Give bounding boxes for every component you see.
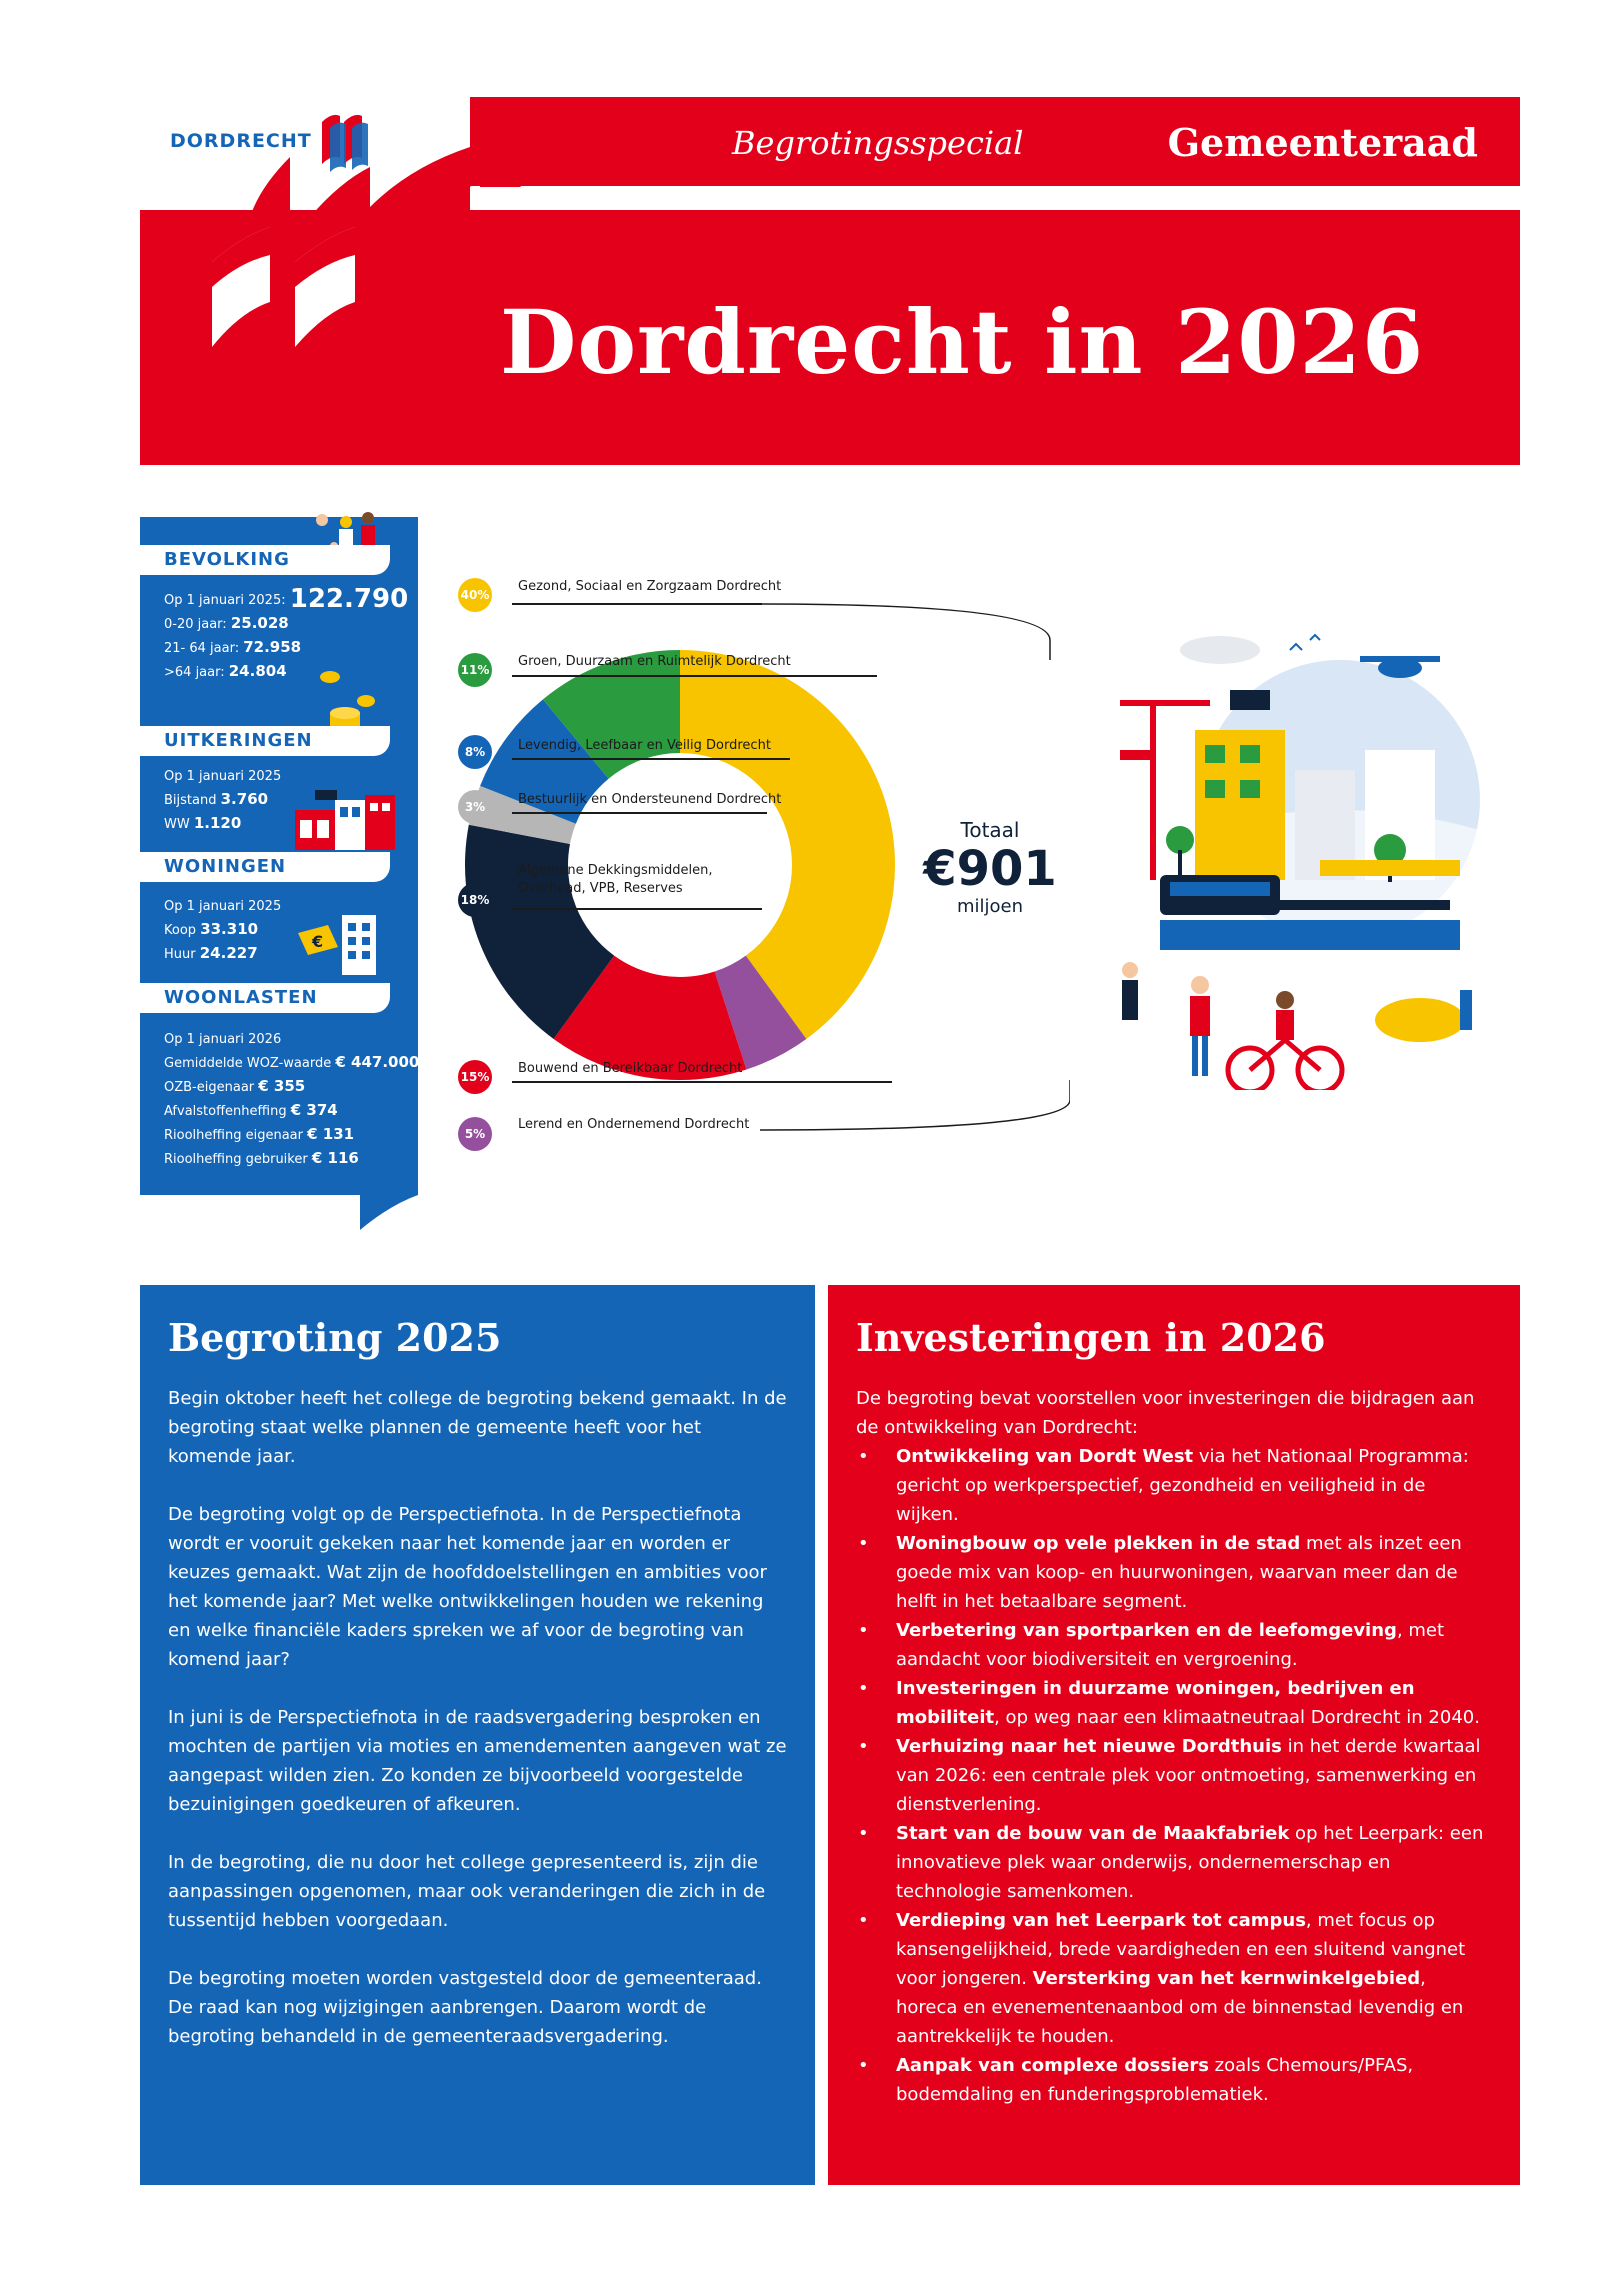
stat-heading-uitkeringen: UITKERINGEN [140,726,390,756]
stat-block-uitkeringen [164,766,281,836]
item-bold: Verbetering van sportparken en de leefomgeving [896,1620,1397,1641]
slice-label-levendig: Levendig, Leefbaar en Veilig Dordrecht [518,738,771,753]
stat-value: 72.958 [243,638,302,656]
stat-heading-woonlasten: WOONLASTEN [140,983,390,1013]
stat-value: 24.227 [199,944,258,962]
paragraph: In de begroting, die nu door het college gepresenteerd is, zijn die aanpassingen opgenomen, maar ook veranderingen die zich in de tussentijd hebben voorgedaan. [168,1852,766,1931]
stat-label: >64 jaar: [164,665,225,680]
item-text: , op weg naar een klimaatneutraal Dordrecht in 2040. [994,1707,1480,1728]
connector-curve [760,1080,1070,1130]
connector-curve [760,604,1050,660]
pct-badge-5: 5% [458,1117,492,1151]
population-total: 122.790 [289,584,409,614]
pct-badge-40: 40% [458,578,492,612]
stat-value: € 131 [307,1125,355,1143]
stat-heading-woningen: WONINGEN [140,852,390,882]
slice-label-line: Overhead, VPB, Reserves [518,881,683,896]
investment-list [856,1442,1492,2109]
item-bold: Aanpak van complexe dossiers [896,2055,1209,2076]
stat-date: Op 1 januari 2026 [164,1032,282,1047]
list-item [856,1442,1492,1529]
item-bold: Start van de bouw van de Maakfabriek [896,1823,1290,1844]
label-underline [512,758,790,760]
item-text: , met focus op kansengelijkheid, brede vaardigheden en een sluitend vangnet voor jongeren. [896,1910,1466,1989]
stat-value: 1.120 [193,814,242,832]
item-text: via het Nationaal Programma: gericht op werkperspectief, gezondheid en veiligheid in de wijken. [896,1446,1469,1525]
stat-block-woningen [164,896,281,966]
stat-date: Op 1 januari 2025 [164,899,282,914]
stat-value: € 355 [258,1077,306,1095]
shops-illustration-icon [290,785,400,850]
pct-badge-3: 3% [458,790,492,824]
stat-value: € 116 [311,1149,359,1167]
slice-label-groen: Groen, Duurzaam en Ruimtelijk Dordrecht [518,654,791,669]
center-total-unit: miljoen [956,896,1024,917]
list-item [856,1906,1492,2051]
slice-label-bouwend: Bouwend en Bereikbaar Dordrecht [518,1061,743,1076]
stat-label: 21- 64 jaar: [164,641,240,656]
house-price-tag-icon [292,905,392,977]
stat-label: Koop [164,923,197,938]
stat-value: 25.028 [230,614,289,632]
begroting-section [140,1285,815,2185]
investeringen-section [828,1285,1520,2185]
slice-label-lerend: Lerend en Ondernemend Dordrecht [518,1117,750,1132]
stat-value: € 374 [290,1101,338,1119]
stat-label: WW [164,817,190,832]
stat-label: Rioolheffing eigenaar [164,1128,303,1143]
label-underline [512,675,877,677]
item-bold: Versterking van het kernwinkelgebied [1032,1968,1421,1989]
pct-badge-8: 8% [458,735,492,769]
intro-paragraph: De begroting bevat voorstellen voor investeringen die bijdragen aan de ontwikkeling van Dordrecht: [856,1388,1475,1438]
stat-date: Op 1 januari 2025: [164,593,286,608]
logo-text: DORDRECHT [170,130,312,152]
stat-value: 3.760 [220,790,269,808]
section-title-begroting: Begroting 2025 [168,1315,502,1360]
chart-center-label [920,818,1060,917]
item-text: , met aandacht voor biodiversiteit en vergroening. [896,1620,1445,1670]
svg-text:€: € [312,932,324,951]
stat-value: 33.310 [200,920,259,938]
label-underline [512,603,762,605]
item-bold: Investeringen in duurzame woningen, bedrijven en mobiliteit [896,1678,1415,1728]
section-title-investeringen: Investeringen in 2026 [856,1315,1326,1360]
pct-badge-15: 15% [458,1060,492,1094]
paragraph: De begroting moeten worden vastgesteld door de gemeenteraad. De raad kan nog wijzigingen aanbrengen. Daarom wordt de begroting behandeld in de gemeenteraadsvergadering. [168,1968,762,2047]
stat-value: 24.804 [228,662,287,680]
stat-block-woonlasten [164,1029,419,1171]
stat-label: Huur [164,947,196,962]
pct-badge-11: 11% [458,653,492,687]
slice-label-gezond: Gezond, Sociaal en Zorgzaam Dordrecht [518,579,782,594]
stat-label: 0-20 jaar: [164,617,227,632]
stat-label: Afvalstoffenheffing [164,1104,287,1119]
item-bold: Verdieping van het Leerpark tot campus [896,1910,1306,1931]
pct-badge-18: 18% [458,883,492,917]
list-item [856,1616,1492,1674]
label-underline [512,908,762,910]
center-total-label: Totaal [960,818,1020,842]
stat-label: Bijstand [164,793,217,808]
slice-label-line: Algemene Dekkingsmiddelen, [518,863,713,878]
slice-label-algemene [518,862,713,898]
list-item [856,1819,1492,1906]
item-text: in het derde kwartaal van 2026: een centrale plek voor ontmoeting, samenwerking en dienstverlening. [896,1736,1481,1815]
paragraph: In juni is de Perspectiefnota in de raadsvergadering besproken en mochten de partijen via moties en amendementen aangeven wat ze aangepast wilden zien. Zo konden ze bijvoorbeeld voorgestelde bezuinigingen goedkeuren of afkeuren. [168,1707,787,1815]
stat-label: Rioolheffing gebruiker [164,1152,308,1167]
slice-label-bestuurlijk: Bestuurlijk en Ondersteunend Dordrecht [518,792,782,807]
center-total-value: €901 [923,841,1057,897]
organisation-name: Gemeenteraad [1167,120,1478,165]
item-text: op het Leerpark: een innovatieve plek waar onderwijs, ondernemerschap en technologie samenkomen. [896,1823,1484,1902]
list-item [856,2051,1492,2109]
paragraph: De begroting volgt op de Perspectiefnota. In de Perspectiefnota wordt er vooruit gekeken naar het komende jaar en worden er keuzes gemaakt. Wat zijn de hoofddoelstellingen en ambities voor het komende jaar? Met welke ontwikkelingen houden we rekening en welke financiële kaders spreken we af voor de begroting van komend jaar? [168,1504,767,1670]
label-underline [512,812,767,814]
stat-value: € 447.000 [335,1053,420,1071]
label-underline [512,1081,892,1083]
item-bold: Ontwikkeling van Dordt West [896,1446,1194,1467]
item-bold: Verhuizing naar het nieuwe Dordthuis [896,1736,1282,1757]
paragraph: Begin oktober heeft het college de begroting bekend gemaakt. In de begroting staat welke plannen de gemeente heeft voor het komende jaar. [168,1388,787,1467]
stat-label: OZB-eigenaar [164,1080,255,1095]
item-bold: Woningbouw op vele plekken in de stad [896,1533,1301,1554]
issue-subtitle: Begrotingsspecial [732,124,1024,162]
item-text: , horeca en evenementenaanbod om de binnenstad levendig en aantrekkelijk te houden. [896,1968,1464,2047]
city-scene-illustration [1120,630,1480,1090]
list-item [856,1732,1492,1819]
item-text: met als inzet een goede mix van koop- en huurwoningen, waarvan meer dan de helft in het betaalbare segment. [896,1533,1462,1612]
item-text: zoals Chemours/PFAS, bodemdaling en funderingsproblematiek. [896,2055,1414,2105]
list-item [856,1529,1492,1616]
stat-date: Op 1 januari 2025 [164,769,282,784]
list-item [856,1674,1492,1732]
stat-label: Gemiddelde WOZ-waarde [164,1056,332,1071]
page-title: Dordrecht in 2026 [500,290,1425,394]
stat-heading-bevolking: BEVOLKING [140,545,390,575]
